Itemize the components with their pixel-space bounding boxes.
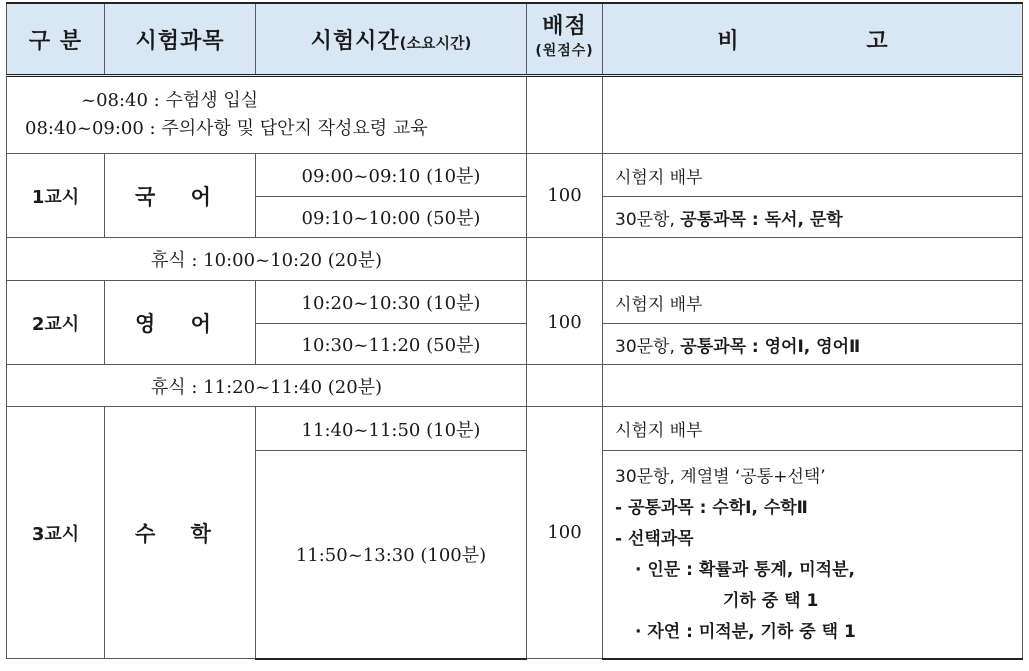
period2-row-a: [7, 281, 1023, 324]
period3-label: 3교시: [7, 407, 105, 659]
period2-subject: 영 어: [105, 281, 256, 365]
period3-subject: 수 학: [105, 407, 256, 659]
period3-row-a: [7, 407, 1023, 451]
exam-schedule-table: [6, 2, 1023, 660]
header-remarks: 비 고: [603, 3, 1023, 76]
header-time-main: 시험시간: [310, 28, 400, 54]
period3-note-1: 시험지 배부: [603, 407, 1023, 451]
break1-row: [7, 238, 1023, 281]
period3-detail-line-1: 30문항, 계열별 ‘공통+선택’: [615, 467, 826, 488]
period2-label: 2교시: [7, 281, 105, 365]
break2-row: [7, 365, 1023, 407]
period1-score: 100: [527, 154, 603, 238]
period2-time-2: 10:30~11:20 (50분): [256, 324, 527, 365]
period3-score: 100: [527, 407, 603, 659]
period3-detail: [603, 451, 1023, 659]
header-score-main: 배점: [542, 14, 587, 39]
header-division: 구 분: [7, 3, 105, 76]
intro-row: [7, 76, 1023, 154]
break2-cell: 휴식 : 11:20~11:40 (20분): [7, 365, 527, 407]
break1-score-cell: [527, 238, 603, 281]
period1-time-2: 09:10~10:00 (50분): [256, 197, 527, 238]
period2-time-1: 10:20~10:30 (10분): [256, 281, 527, 324]
period1-note-2-bold: 공통과목 : 독서, 문학: [680, 209, 843, 230]
break1-note-cell: [603, 238, 1023, 281]
period3-time-1: 11:40~11:50 (10분): [256, 407, 527, 451]
period2-note-2: 30문항, 공통과목 : 영어Ⅰ, 영어Ⅱ: [603, 324, 1023, 365]
period3-detail-line-3: - 선택과목: [615, 529, 694, 550]
period2-note-2-bold: 공통과목 : 영어Ⅰ, 영어Ⅱ: [680, 336, 861, 357]
break2-score-cell: [527, 365, 603, 407]
period3-detail-line-2: - 공통과목 : 수학Ⅰ, 수학Ⅱ: [615, 498, 808, 519]
period1-label: 1교시: [7, 154, 105, 238]
period1-note-2: 30문항, 공통과목 : 독서, 문학: [603, 197, 1023, 238]
period3-detail-line-5: 기하 중 택 1: [723, 591, 819, 612]
intro-line-1: ~08:40 : 수험생 입실: [81, 90, 259, 111]
intro-cell: [7, 76, 527, 154]
period2-score: 100: [527, 281, 603, 365]
intro-note-cell: [603, 76, 1023, 154]
header-time: [256, 3, 527, 76]
period1-time-1: 09:00~09:10 (10분): [256, 154, 527, 197]
header-score-sub: (원점수): [535, 43, 594, 59]
header-row: [7, 3, 1023, 76]
break1-cell: 휴식 : 10:00~10:20 (20분): [7, 238, 527, 281]
period3-detail-line-4: · 인문 : 확률과 통계, 미적분,: [635, 560, 855, 581]
period1-note-1: 시험지 배부: [603, 154, 1023, 197]
period3-detail-line-6: · 자연 : 미적분, 기하 중 택 1: [635, 622, 856, 643]
period1-row-a: [7, 154, 1023, 197]
period1-subject: 국 어: [105, 154, 256, 238]
header-score: [527, 3, 603, 76]
header-time-sub: (소요시간): [399, 33, 472, 52]
intro-score-cell: [527, 76, 603, 154]
break2-note-cell: [603, 365, 1023, 407]
header-subject: 시험과목: [105, 3, 256, 76]
intro-line-2: 08:40~09:00 : 주의사항 및 답안지 작성요령 교육: [25, 118, 428, 139]
period2-note-1: 시험지 배부: [603, 281, 1023, 324]
period3-time-2: 11:50~13:30 (100분): [256, 451, 527, 659]
